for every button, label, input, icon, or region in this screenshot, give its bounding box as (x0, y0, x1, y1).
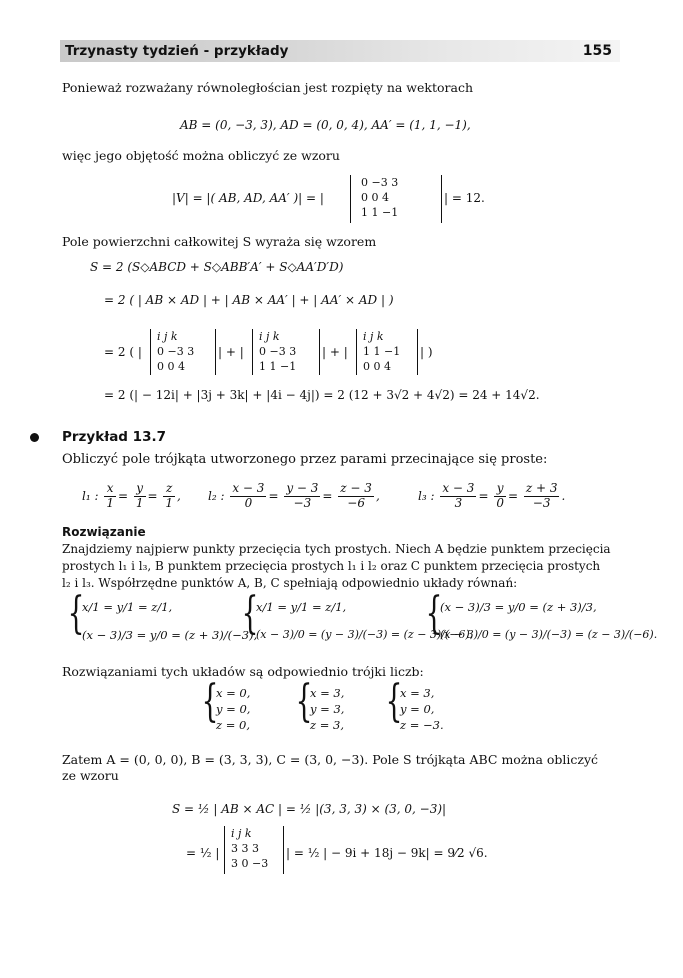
det-row: 0 0 4 (363, 360, 391, 373)
area-line-2-suffix: | = ½ | − 9i + 18j − 9k| = 9⁄2 √6. (286, 846, 488, 860)
paragraph-intro: Ponieważ rozważany równoległościan jest rozpięty na wektorach (62, 80, 473, 95)
frac-num: y − 3 (286, 481, 319, 495)
brace-icon: { (67, 588, 85, 639)
system-row: (x − 3)/3 = y/0 = (z + 3)/(−3), (82, 628, 258, 642)
line-l1-label: l₁ : (82, 488, 99, 503)
line-l2-label: l₂ : (208, 488, 225, 503)
det-row: 1 1 −1 (363, 345, 401, 358)
solution-point-b (290, 676, 370, 738)
brace-icon: { (201, 676, 219, 727)
area-determinant (224, 826, 284, 874)
system-a (62, 588, 258, 656)
frac-den: −3 (293, 495, 312, 510)
system-row: (x − 3)/0 = (y − 3)/(−3) = (z − 3)/(−6), (256, 628, 474, 641)
paragraph-volume: więc jego objętość można obliczyć ze wzoru (62, 148, 340, 163)
frac-den: −6 (347, 495, 365, 510)
header-title: Trzynasty tydzień - przykłady (65, 43, 289, 59)
det-row: i j k (363, 330, 384, 343)
system-c (420, 588, 658, 656)
surface-line-4: = 2 (| − 12i| + |3j + 3k| + |4i − 4j|) = 2 (12 + 3√2 + 4√2) = 24 + 14√2. (104, 388, 540, 402)
frac-num: z − 3 (340, 481, 372, 495)
solution-text-5: Zatem A = (0, 0, 0), B = (3, 3, 3), C = (3, 0, −3). Pole S trójkąta ABC można obliczyć (62, 752, 599, 767)
example-statement: Obliczyć pole trójkąta utworzonego przez parami przecinające się proste: (62, 452, 548, 467)
solution-text-4: Rozwiązaniami tych układów są odpowiednio trójki liczb: (62, 664, 424, 679)
area-line-1: S = ½ | AB × AC | = ½ |(3, 3, 3) × (3, 0, −3)| (172, 802, 447, 816)
solution-text-1: Znajdziemy najpierw punkty przecięcia tych prostych. Niech A będzie punktem przecięcia (62, 542, 611, 556)
surface-line-1: S = 2 (S◇ABCD + S◇ABB′A′ + S◇AA′D′D) (90, 260, 344, 274)
frac-den: 1 (106, 495, 114, 510)
frac-num: x − 3 (232, 481, 265, 495)
system-row: (x − 3)/3 = y/0 = (z + 3)/3, (440, 600, 597, 614)
solution-row: y = 0, (216, 702, 251, 716)
brace-icon: { (241, 588, 259, 639)
frac-den: −3 (532, 495, 551, 510)
system-row: x/1 = y/1 = z/1, (82, 600, 173, 614)
brace-icon: { (385, 676, 403, 727)
system-row: (x − 3)/0 = (y − 3)/(−3) = (z − 3)/(−6). (440, 628, 658, 641)
det-row: 3 0 −3 (231, 857, 269, 870)
det-row: 0 −3 3 (157, 345, 195, 358)
solution-point-a (196, 676, 276, 738)
frac-den: 1 (135, 495, 144, 510)
solution-text-6: ze wzoru (62, 768, 119, 783)
frac-den: 0 (496, 495, 504, 510)
page-number: 155 (582, 43, 612, 59)
vectors-equation: AB = (0, −3, 3), AD = (0, 0, 4), AA′ = (1, 1, −1), (180, 118, 471, 132)
frac-num: z (163, 482, 175, 497)
frac-num: x − 3 (442, 481, 475, 495)
surface-line-3-suffix: | ) (420, 345, 433, 359)
frac-num: z + 3 (525, 481, 558, 495)
bullet-icon (30, 433, 39, 442)
solution-point-c (380, 676, 470, 738)
volume-rhs: | = 12. (444, 191, 485, 205)
det-row: 0 −3 3 (361, 176, 399, 189)
frac-den: 1 (165, 495, 174, 510)
brace-icon: { (425, 588, 443, 639)
solution-row: y = 0, (400, 702, 435, 716)
det-row: 1 1 −1 (259, 360, 297, 373)
det-row: i j k (157, 330, 178, 343)
surface-line-3-sep: | + | (322, 345, 348, 359)
line-l2: l₂ : $\frac{x - 3}{0}$ = $\frac{y - 3}{-3}$ = $\frac{z - 3}{-6}$ , (208, 481, 380, 510)
frac-num: y (134, 482, 146, 497)
system-row: x/1 = y/1 = z/1, (256, 600, 347, 614)
solution-row: y = 3, (310, 702, 345, 716)
surface-determinant-2 (252, 329, 320, 375)
det-row: 0 0 4 (157, 360, 185, 373)
volume-determinant (350, 175, 442, 223)
solution-row: z = 0, (216, 718, 250, 732)
solution-row: x = 0, (216, 686, 251, 700)
det-row: 1 1 −1 (361, 206, 399, 219)
det-row: 0 −3 3 (259, 345, 297, 358)
paragraph-surface: Pole powierzchni całkowitej S wyraża się wzorem (62, 234, 377, 249)
frac-den: 0 (244, 495, 253, 510)
line-l1: l₁ : $\frac{x}{1}$ = $\frac{y}{1}$ = $\frac{z}{1}$ , (82, 481, 181, 510)
surface-determinant-3 (356, 329, 418, 375)
surface-determinant-1 (150, 329, 216, 375)
line-l3: l₃ : $\frac{x - 3}{3}$ = $\frac{y}{0}$ = $\frac{z + 3}{-3}$ . (418, 481, 566, 510)
solution-text-2: prostych l₁ i l₃, B punktem przecięcia prostych l₁ i l₂ oraz C punktem przecięcia prostych (62, 559, 601, 573)
example-title: Przykład 13.7 (62, 429, 166, 445)
line-l3-label: l₃ : (418, 488, 435, 503)
det-row: 0 0 4 (361, 191, 389, 204)
det-row: 3 3 3 (231, 842, 259, 855)
brace-icon: { (295, 676, 313, 727)
volume-lhs: |V| = |( AB, AD, AA′ )| = | (172, 191, 324, 205)
det-row: i j k (231, 827, 252, 840)
running-header (60, 40, 620, 62)
area-line-2-prefix: = ½ | (186, 846, 220, 860)
solution-text-3: l₂ i l₃. Współrzędne punktów A, B, C spełniają odpowiednio układy równań: (62, 576, 518, 590)
frac-num: x (104, 482, 116, 497)
solution-row: z = 3, (310, 718, 344, 732)
det-row: i j k (259, 330, 280, 343)
surface-line-2: = 2 ( | AB × AD | + | AB × AA′ | + | AA′ × AD | ) (104, 293, 394, 307)
solution-row: x = 3, (310, 686, 345, 700)
surface-line-3-sep: | + | (218, 345, 244, 359)
solution-row: z = −3. (400, 718, 444, 732)
system-b (236, 588, 474, 656)
solution-title: Rozwiązanie (62, 525, 146, 539)
surface-line-3-prefix: = 2 ( | (104, 345, 142, 359)
frac-den: 3 (454, 495, 463, 510)
solution-row: x = 3, (400, 686, 435, 700)
frac-num: y (494, 482, 506, 497)
